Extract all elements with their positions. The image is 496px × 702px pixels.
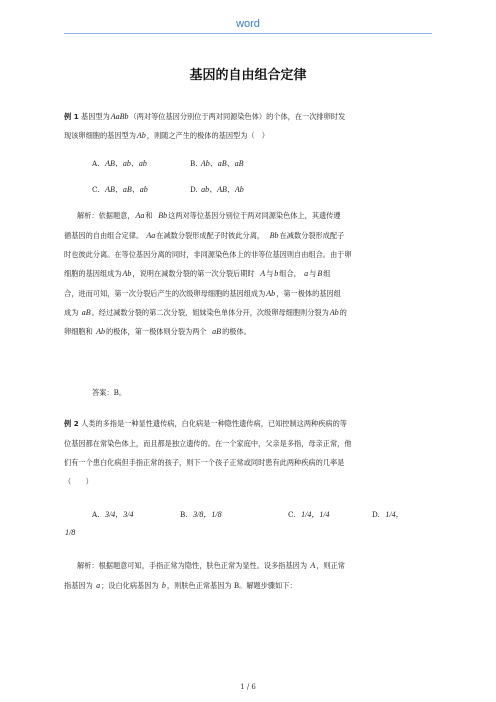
ex2-option-c: C. 1/4，1/4 [288,510,330,519]
ex1-option-d: D. ab、AB、Ab [190,185,244,194]
ex2-option-d: D. 1/4， [372,510,404,519]
ex2-question-line-3: 们有一个患白化病但手指正常的孩子，则下一个孩子正常或同时患有此两种疾病的几率是 [64,458,345,467]
ex2-question-line-2: 位基因都在常染色体上，而且都是独立遗传的。在一个家庭中，父亲是多指，母亲正常，他 [64,439,352,448]
page-number: 1 / 6 [240,683,256,691]
ex1-answer: 答案：B。 [92,388,127,397]
ex2-option-d-continued: 1/8 [65,528,76,537]
ex2-analysis-line-2: 指基因为 a；设白化病基因为 b，则肤色正常基因为 B。解题步骤如下： [64,581,297,590]
ex2-analysis-line-1: 解析：根据题意可知，手指正常为隐性，肤色正常为显性。设多指基因为 A，则正常 [77,561,345,570]
header-label: word [236,18,260,30]
header-rule [64,33,432,34]
ex1-analysis-line-1: 解析：依据题意，Aa和 Bb这两对等位基因分别位于两对同源染色体上，其遗传遵 [77,211,341,220]
ex1-option-a: A. AB、ab、ab [92,159,147,168]
ex1-analysis-line-7: 卵细胞和 Ab的极体，第一极体则分裂为两个 aB的极体。 [64,327,251,336]
ex2-option-b: B. 3/8，1/8 [180,510,222,519]
ex1-option-c: C. AB、aB、ab [92,185,148,194]
ex2-tag: 例 2 [64,419,79,428]
ex2-question-line-4: （ ） [64,477,93,486]
ex1-question-line-1: 例 1 基因型为AaBb（两对等位基因分别位于两对同源染色体）的个体，在一次排卵时发 [64,112,346,121]
ex1-question-line-2: 现该卵细胞的基因型为Ab，则随之产生的极体的基因型为（ ） [64,131,269,140]
ex2-option-a: A. 3/4，3/4 [92,510,134,519]
ex1-analysis-line-3: 时也彼此分离。在等位基因分离的同时，非同源染色体上的非等位基因则自由组合。由于卵 [64,250,352,259]
ex1-tag: 例 1 [64,112,79,121]
ex1-option-b: B. Ab、aB、aB [190,159,244,168]
ex1-analysis-line-2: 循基因的自由组合定律。 Aa在减数分裂形成配子时彼此分离， Bb在减数分裂形成配子 [64,231,345,240]
ex2-question-line-1: 例 2 人类的多指是一种显性遗传病，白化病是一种隐性遗传病，已知控制这两种疾病的等 [64,419,347,428]
ex1-analysis-line-5: 合，进而可知，第一次分裂后产生的次级卵母细胞的基因组成为Ab，第一极体的基因组 [64,289,341,298]
ex1-analysis-line-6: 成为 aB。经过减数分裂的第二次分裂，姐妹染色单体分开，次级卵母细胞则分裂为Ab的 [64,308,347,317]
ex1-analysis-line-4: 细胞的基因组成为Ab，说明在减数分裂的第一次分裂后期时 A与b组合， a与B组 [64,269,331,278]
page-title: 基因的自由组合定律 [189,68,307,83]
